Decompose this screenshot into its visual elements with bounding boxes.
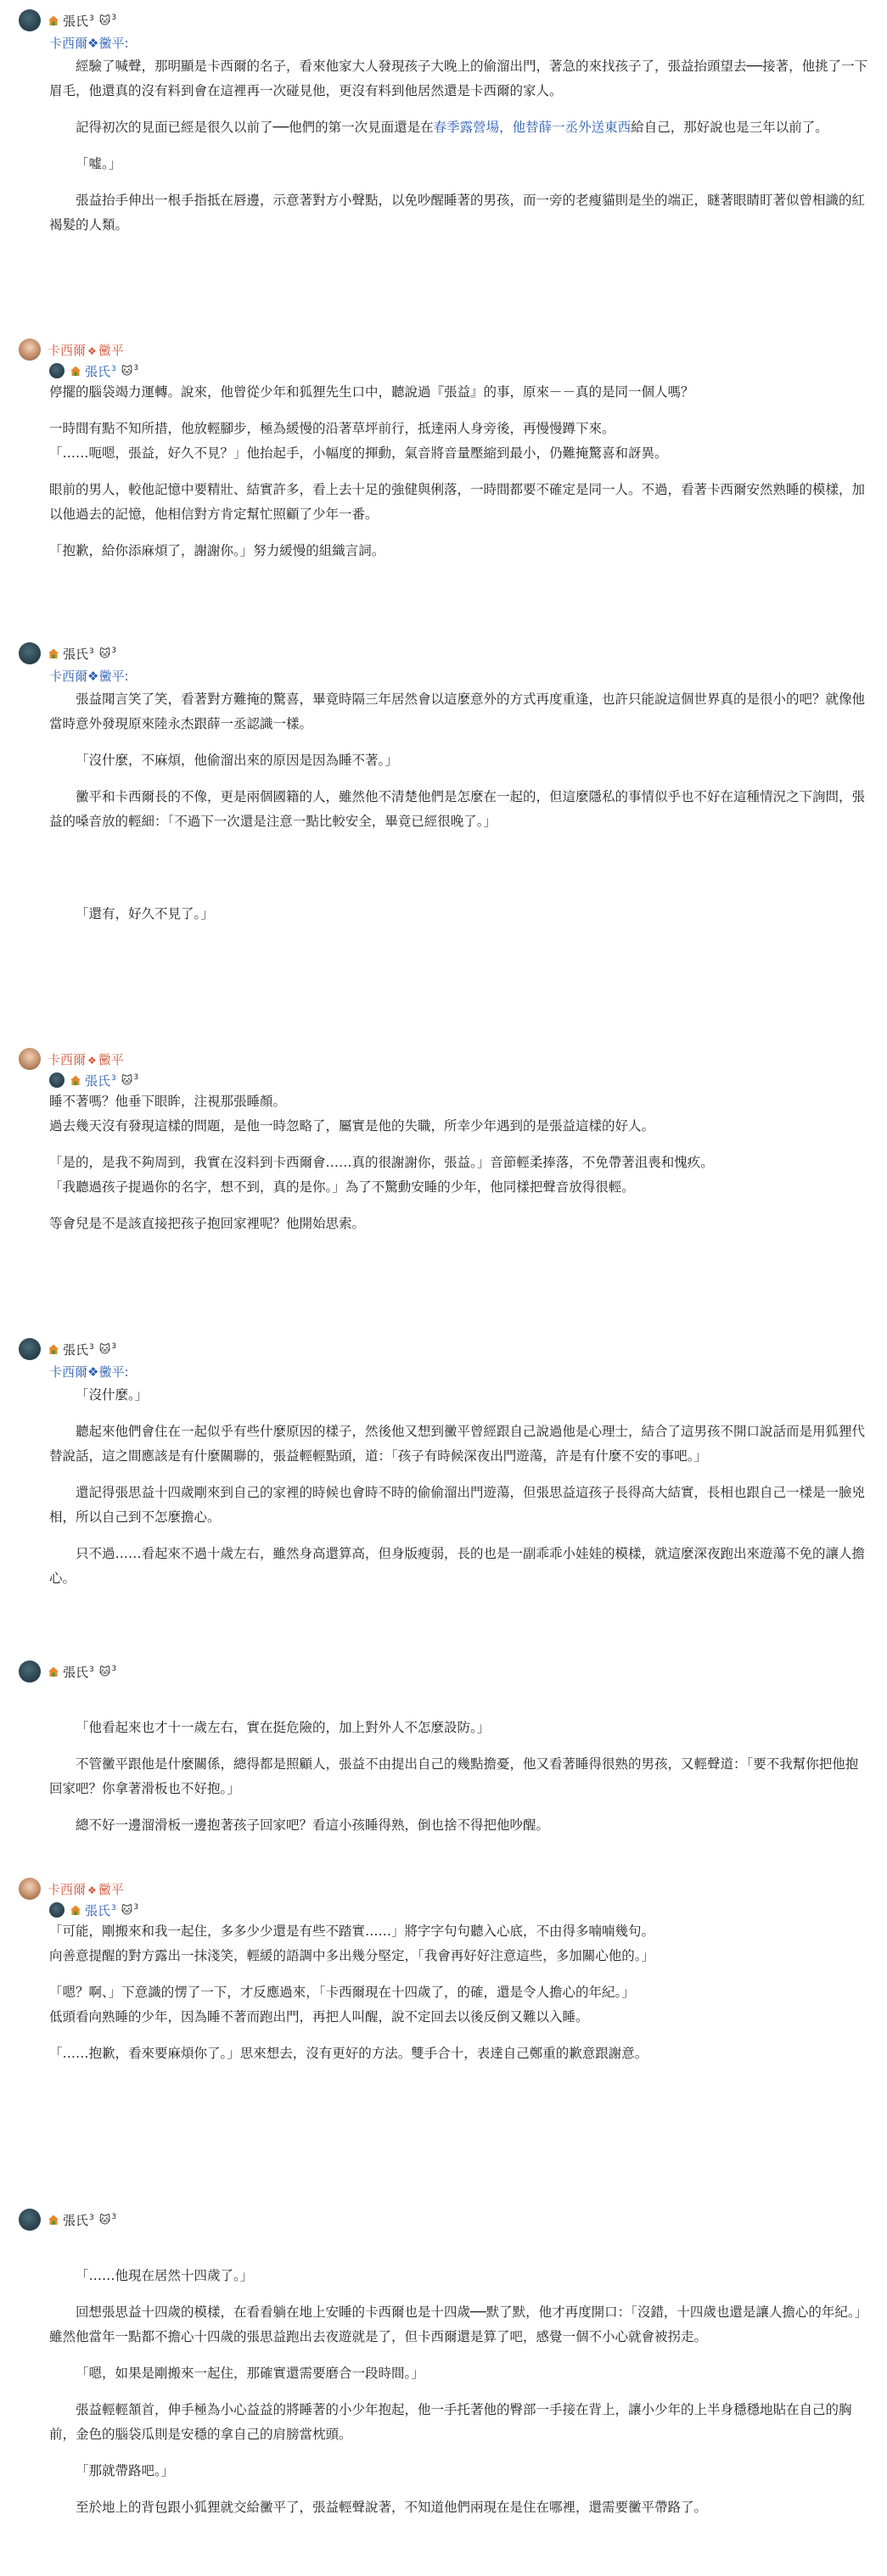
author-name[interactable]: 卡西爾 ❖ 黴平	[48, 342, 124, 358]
cat-icon: 🐱$^3$	[121, 1072, 139, 1088]
author-name[interactable]: 張氏$^3$	[63, 13, 94, 29]
author-name[interactable]: 卡西爾 ❖ 黴平	[48, 1881, 124, 1897]
post-paragraph: 低頭看向熟睡的少年，因為睡不著而跑出門，再把人叫醒，說不定回去以後反倒又難以入睡。	[49, 2009, 589, 2024]
reply-to-row	[49, 361, 868, 380]
post-paragraph: 眼前的男人，較他記憶中要精壯、結實許多，看上去十足的強健與俐落，一時間都要不確定是同一人。不過，看著卡西爾安然熟睡的模樣，加以他過去的記憶，他相信對方肯定幫忙照顧了少年一番。	[49, 482, 866, 522]
cat-icon: 🐱$^3$	[98, 2212, 117, 2227]
author-name[interactable]: 張氏$^3$	[63, 1664, 94, 1680]
avatar[interactable]	[19, 339, 41, 361]
post-paragraph: 「他看起來也才十一歲左右，實在挺危險的，加上對外人不怎麼設防。」	[76, 1720, 491, 1735]
house-icon	[70, 365, 81, 377]
house-icon	[48, 14, 59, 26]
post-paragraph: 黴平和卡西爾長的不像，更是兩個國籍的人，雖然他不清楚他們是怎麼在一起的，但這麼隱私的事情似乎也不好在這種情況之下詢問，張益的嗓音放的輕細：「不過下一次還是注意一點比較安全，畢竟已經很晚了。」	[49, 789, 866, 829]
avatar[interactable]	[49, 1072, 65, 1088]
avatar[interactable]	[19, 2209, 41, 2231]
reply-to-row	[49, 1901, 868, 1919]
post-paragraph: 睡不著嗎？他垂下眼眸，注視那張睡顏。	[49, 1094, 287, 1109]
post-paragraph: 「沒什麼，不麻煩，他偷溜出來的原因是因為睡不著。」	[76, 753, 398, 768]
post-paragraph: 經驗了喊聲，那明顯是卡西爾的名子，看來他家大人發現孩子大晚上的偷溜出門，著急的來找孩子了，張益抬頭望去──接著，他挑了一下眉毛，他還真的沒有料到會在這裡再一次碰見他，更沒有料到他居然還是卡西爾的家人。	[49, 59, 868, 98]
post-paragraph: 還記得張思益十四歲剛來到自己的家裡的時候也會時不時的偷偷溜出門遊蕩，但張思益這孩子長得高大結實，長相也跟自己一樣是一臉兇相，所以自己到不怎麼擔心。	[49, 1485, 866, 1525]
author-name[interactable]: 張氏$^3$	[63, 2212, 94, 2228]
post-paragraph: 「我聽過孩子提過你的名字，想不到，真的是你。」為了不驚動安睡的少年，他同樣把聲音放得很輕。	[49, 1179, 635, 1195]
post-paragraph: 張益輕輕頷首，伸手極為小心益益的將睡著的小少年抱起，他一手托著他的臀部一手接在背上，讓小少年的上半身穩穩地貼在自己的胸前，金色的腦袋瓜則是安穩的拿自己的肩膀當枕頭。	[49, 2402, 852, 2442]
post-author-row	[19, 1047, 868, 1071]
cat-icon: 🐱$^3$	[98, 1341, 117, 1357]
post-5	[0, 1337, 887, 1591]
avatar[interactable]	[19, 1878, 41, 1900]
post-author-row	[19, 2208, 868, 2232]
post-paragraph: 「那就帶路吧。」	[76, 2463, 175, 2478]
post-paragraph: 「抱歉，給你添麻煩了，謝謝你。」努力緩慢的組織言詞。	[49, 543, 385, 558]
post-3	[0, 641, 887, 927]
reply-to-name[interactable]: 張氏$^3$	[85, 363, 116, 379]
post-paragraph: 張益抬手伸出一根手指抵在唇邊，示意著對方小聲點，以免吵醒睡著的男孩，而一旁的老瘦貓則是坐的端正，瞇著眼睛盯著似曾相識的紅褐髮的人類。	[49, 193, 866, 232]
post-paragraph: 「是的，是我不夠周到，我實在沒料到卡西爾會……真的很謝謝你，張益。」音節輕柔捧落，不免帶著沮喪和愧疚。	[49, 1155, 714, 1170]
avatar[interactable]	[19, 1660, 41, 1683]
reply-to-name[interactable]: 張氏$^3$	[85, 1072, 116, 1089]
house-icon	[48, 1666, 59, 1677]
post-paragraph: 「嗯，如果是剛搬來一起住，那確實還需要磨合一段時間。」	[76, 2366, 424, 2381]
post-paragraph: 「沒什麼。」	[76, 1387, 149, 1403]
post-paragraph: 回想張思益十四歲的模樣，在看看躺在地上安睡的卡西爾也是十四歲──默了默，他才再度開口：「沒錯，十四歲也還是讓人擔心的年紀。」雖然他當年一點都不擔心十四歲的張思益跑出去夜遊就是了，但卡西爾還是算了吧，感覺一個不小心就會被拐走。	[49, 2304, 868, 2344]
post-author-row	[19, 1877, 868, 1901]
post-paragraph: 不管黴平跟他是什麼關係，總得都是照顧人，張益不由提出自己的幾點擔憂，他又看著睡得很熟的男孩，又輕聲道：「要不我幫你把他抱回家吧？你拿著滑板也不好抱。」	[49, 1756, 859, 1796]
avatar[interactable]	[19, 642, 41, 664]
post-6	[0, 1660, 887, 1838]
house-icon	[70, 1904, 81, 1916]
avatar[interactable]	[19, 9, 41, 31]
post-link[interactable]: 春季露營場，他替薛一丞外送東西	[433, 120, 632, 135]
post-paragraph: 總不好一邊溜滑板一邊抱著孩子回家吧？看這小孩睡得熟，倒也捨不得把他吵醒。	[76, 1817, 550, 1833]
post-paragraph: 記得初次的見面已經是很久以前了──他們的第一次見面還是在春季露營場，他替薛一丞外送東西給自己，那好說也是三年以前了。	[76, 120, 828, 135]
cat-icon: 🐱$^3$	[121, 363, 139, 378]
post-1	[0, 8, 887, 238]
post-4	[0, 1047, 887, 1236]
post-2	[0, 338, 887, 563]
reply-to-label[interactable]: 卡西爾❖黴平:	[49, 36, 129, 51]
post-paragraph: 至於地上的背包跟小狐狸就交給黴平了，張益輕聲說著，不知道他們兩現在是住在哪裡，還需要黴平帶路了。	[76, 2500, 708, 2515]
post-paragraph: 停擺的腦袋竭力運轉。說來，他曾從少年和狐狸先生口中，聽說過『張益』的事，原來－－真的是同一個人嗎？	[49, 384, 694, 400]
post-paragraph: 「……他現在居然十四歲了。」	[76, 2268, 254, 2283]
reply-to-label[interactable]: 卡西爾❖黴平:	[49, 1364, 129, 1380]
post-paragraph: 「……呃嗯，張益，好久不見？」他抬起手，小幅度的揮動，氣音將音量壓縮到最小，仍難掩驚喜和訝異。	[49, 445, 668, 461]
post-paragraph: 「還有，好久不見了。」	[76, 906, 214, 921]
author-name[interactable]: 卡西爾 ❖ 黴平	[48, 1051, 124, 1067]
reply-to-name[interactable]: 張氏$^3$	[85, 1902, 116, 1918]
cat-icon: 🐱$^3$	[98, 1664, 117, 1679]
post-paragraph: 等會兒是不是該直接把孩子抱回家裡呢？他開始思索。	[49, 1216, 366, 1231]
post-paragraph: 「可能，剛搬來和我一起住，多多少少還是有些不踏實……」將字字句句聽入心底，不由得多喃喃幾句。	[49, 1924, 655, 1939]
post-author-row	[19, 1337, 868, 1361]
post-author-row	[19, 338, 868, 361]
cat-icon: 🐱$^3$	[98, 13, 117, 28]
post-paragraph: 「噓。」	[76, 156, 122, 171]
author-name[interactable]: 張氏$^3$	[63, 646, 94, 662]
house-icon	[48, 1343, 59, 1355]
post-author-row	[19, 641, 868, 665]
post-paragraph: 「嗯？啊、」下意識的愣了一下，才反應過來，「卡西爾現在十四歲了，的確，還是令人擔心的年紀。」	[49, 1985, 635, 2000]
house-icon	[48, 647, 59, 659]
cat-icon: 🐱$^3$	[98, 646, 117, 661]
post-author-row	[19, 8, 868, 32]
post-paragraph: 只不過……看起來不過十歲左右，雖然身高還算高，但身版瘦弱，長的也是一副乖乖小娃娃的模樣，就這麼深夜跑出來遊蕩不免的讓人擔心。	[49, 1546, 866, 1586]
post-paragraph: 聽起來他們會住在一起似乎有些什麼原因的樣子，然後他又想到黴平曾經跟自己說過他是心理士，結合了這男孩不開口說話而是用狐狸代替說話，這之間應該是有什麼關聯的，張益輕輕點頭，道：「孩子有時候深夜出門遊蕩，許是有什麼不安的事吧。」	[49, 1424, 866, 1464]
post-paragraph: 一時間有點不知所措，他放輕腳步，極為緩慢的沿著草坪前行，抵達兩人身旁後，再慢慢蹲下來。	[49, 421, 615, 436]
reply-to-label[interactable]: 卡西爾❖黴平:	[49, 669, 129, 684]
house-icon	[48, 2214, 59, 2226]
post-author-row	[19, 1660, 868, 1683]
avatar[interactable]	[49, 1902, 65, 1918]
avatar[interactable]	[19, 1338, 41, 1360]
avatar[interactable]	[49, 363, 65, 378]
post-paragraph: 向善意提醒的對方露出一抹淺笑，輕緩的語調中多出幾分堅定，「我會再好好注意這些，多加關心他的。」	[49, 1948, 655, 1963]
house-icon	[70, 1074, 81, 1086]
post-paragraph: 「……抱歉，看來要麻煩你了。」思來想去，沒有更好的方法。雙手合十，表達自己鄭重的歉意跟謝意。	[49, 2046, 648, 2061]
post-7	[0, 1877, 887, 2066]
post-8	[0, 2208, 887, 2520]
author-name[interactable]: 張氏$^3$	[63, 1341, 94, 1358]
reply-to-row	[49, 1071, 868, 1089]
cat-icon: 🐱$^3$	[121, 1902, 139, 1918]
post-paragraph: 過去幾天沒有發現這樣的問題，是他一時忽略了，屬實是他的失職，所幸少年遇到的是張益這樣的好人。	[49, 1118, 655, 1134]
post-paragraph: 張益聞言笑了笑，看著對方難掩的驚喜，畢竟時隔三年居然會以這麼意外的方式再度重逢，也許只能說這個世界真的是很小的吧？就像他當時意外發現原來陸永杰跟薛一丞認識一樣。	[49, 692, 866, 731]
avatar[interactable]	[19, 1048, 41, 1070]
